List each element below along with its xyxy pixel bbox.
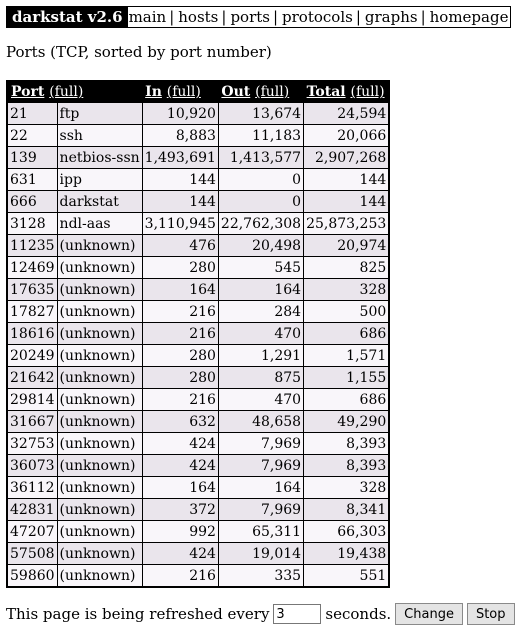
nav-link-hosts[interactable]: hosts (178, 8, 219, 26)
service-cell: (unknown) (57, 521, 142, 543)
port-cell: 36112 (7, 477, 57, 499)
table-row (7, 191, 389, 213)
nav-separator: | (272, 8, 279, 26)
in-bytes-cell: 424 (142, 543, 218, 565)
page-title: Ports (TCP, sorted by port number) (6, 43, 272, 61)
port-cell: 42831 (7, 499, 57, 521)
in-bytes-cell: 280 (142, 345, 218, 367)
service-cell: (unknown) (57, 235, 142, 257)
in-bytes-cell: 280 (142, 367, 218, 389)
total-bytes-cell: 49,290 (304, 411, 390, 433)
in-column-header (142, 81, 218, 103)
port-cell: 21642 (7, 367, 57, 389)
nav-separator: | (169, 8, 175, 26)
table-row (7, 279, 389, 301)
top-nav (6, 6, 511, 28)
total-bytes-cell: 20,066 (304, 125, 390, 147)
in-full-link[interactable]: (full) (166, 84, 201, 100)
ports-table (6, 80, 390, 588)
table-row (7, 411, 389, 433)
service-cell: (unknown) (57, 367, 142, 389)
service-cell: (unknown) (57, 499, 142, 521)
out-bytes-cell: 0 (218, 169, 303, 191)
port-cell: 11235 (7, 235, 57, 257)
total-bytes-cell: 66,303 (304, 521, 390, 543)
table-row (7, 433, 389, 455)
in-bytes-cell: 280 (142, 257, 218, 279)
table-row (7, 455, 389, 477)
out-bytes-cell: 11,183 (218, 125, 303, 147)
nav-link-graphs[interactable]: graphs (364, 8, 418, 26)
in-bytes-cell: 424 (142, 433, 218, 455)
service-cell: ipp (57, 169, 142, 191)
in-bytes-cell: 10,920 (142, 103, 218, 125)
total-bytes-cell: 825 (304, 257, 390, 279)
out-column-header (218, 81, 303, 103)
table-header-row (7, 81, 389, 103)
port-cell: 57508 (7, 543, 57, 565)
total-bytes-cell: 686 (304, 389, 390, 411)
service-cell: (unknown) (57, 389, 142, 411)
out-bytes-cell: 164 (218, 279, 303, 301)
out-bytes-cell: 20,498 (218, 235, 303, 257)
out-bytes-cell: 7,969 (218, 455, 303, 477)
service-cell: (unknown) (57, 301, 142, 323)
in-bytes-cell: 424 (142, 455, 218, 477)
service-cell: (unknown) (57, 257, 142, 279)
total-bytes-cell: 551 (304, 565, 390, 588)
nav-link-main[interactable]: main (128, 8, 167, 26)
service-cell: (unknown) (57, 433, 142, 455)
in-bytes-cell: 992 (142, 521, 218, 543)
service-cell: ssh (57, 125, 142, 147)
total-bytes-cell: 8,393 (304, 433, 390, 455)
port-full-link[interactable]: (full) (49, 84, 84, 100)
table-row (7, 345, 389, 367)
nav-separator: | (355, 8, 361, 26)
in-bytes-cell: 372 (142, 499, 218, 521)
out-bytes-cell: 470 (218, 323, 303, 345)
service-cell: (unknown) (57, 477, 142, 499)
out-bytes-cell: 164 (218, 477, 303, 499)
out-bytes-cell: 65,311 (218, 521, 303, 543)
out-bytes-cell: 48,658 (218, 411, 303, 433)
refresh-interval-input[interactable] (273, 604, 321, 624)
refresh-text: This page is being refreshed every (6, 605, 270, 623)
ports-table-body (7, 103, 389, 588)
service-cell: (unknown) (57, 543, 142, 565)
service-cell: (unknown) (57, 345, 142, 367)
service-cell: netbios-ssn (57, 147, 142, 169)
table-row (7, 367, 389, 389)
out-bytes-cell: 7,969 (218, 499, 303, 521)
out-bytes-cell: 284 (218, 301, 303, 323)
in-bytes-cell: 8,883 (142, 125, 218, 147)
sort-by-out-link[interactable]: Out (221, 84, 251, 100)
total-bytes-cell: 19,438 (304, 543, 390, 565)
port-cell: 47207 (7, 521, 57, 543)
total-bytes-cell: 20,974 (304, 235, 390, 257)
port-cell: 139 (7, 147, 57, 169)
total-bytes-cell: 8,341 (304, 499, 390, 521)
port-cell: 20249 (7, 345, 57, 367)
in-bytes-cell: 632 (142, 411, 218, 433)
table-row (7, 323, 389, 345)
table-row (7, 169, 389, 191)
table-row (7, 301, 389, 323)
total-bytes-cell: 25,873,253 (304, 213, 390, 235)
table-row (7, 257, 389, 279)
out-full-link[interactable]: (full) (255, 84, 290, 100)
total-bytes-cell: 24,594 (304, 103, 390, 125)
sort-by-in-link[interactable]: In (145, 84, 162, 100)
in-bytes-cell: 164 (142, 279, 218, 301)
out-bytes-cell: 1,413,577 (218, 147, 303, 169)
total-bytes-cell: 1,571 (304, 345, 390, 367)
app-title: darkstat v2.6 (7, 7, 128, 27)
port-cell: 29814 (7, 389, 57, 411)
in-bytes-cell: 144 (142, 191, 218, 213)
nav-separator: | (420, 8, 426, 26)
refresh-bar (6, 603, 515, 625)
nav-link-ports[interactable]: ports (230, 8, 270, 26)
port-cell: 17827 (7, 301, 57, 323)
table-row (7, 103, 389, 125)
out-bytes-cell: 335 (218, 565, 303, 588)
nav-link-homepage[interactable]: homepage (429, 8, 509, 26)
service-cell: ftp (57, 103, 142, 125)
out-bytes-cell: 545 (218, 257, 303, 279)
service-cell: darkstat (57, 191, 142, 213)
sort-by-total-link[interactable]: Total (306, 84, 346, 100)
port-cell: 22 (7, 125, 57, 147)
port-cell: 3128 (7, 213, 57, 235)
total-bytes-cell: 328 (304, 477, 390, 499)
out-bytes-cell: 1,291 (218, 345, 303, 367)
total-bytes-cell: 686 (304, 323, 390, 345)
in-bytes-cell: 3,110,945 (142, 213, 218, 235)
port-cell: 17635 (7, 279, 57, 301)
stop-button[interactable]: Stop (467, 603, 515, 625)
table-row (7, 389, 389, 411)
change-button[interactable]: Change (395, 603, 463, 625)
table-row (7, 499, 389, 521)
service-cell: (unknown) (57, 455, 142, 477)
total-full-link[interactable]: (full) (350, 84, 385, 100)
out-bytes-cell: 22,762,308 (218, 213, 303, 235)
port-cell: 36073 (7, 455, 57, 477)
in-bytes-cell: 1,493,691 (142, 147, 218, 169)
refresh-unit-text: seconds. (325, 605, 392, 623)
nav-link-protocols[interactable]: protocols (282, 8, 353, 26)
in-bytes-cell: 164 (142, 477, 218, 499)
out-bytes-cell: 13,674 (218, 103, 303, 125)
nav-separator: | (221, 8, 227, 26)
table-row (7, 147, 389, 169)
port-cell: 12469 (7, 257, 57, 279)
total-bytes-cell: 144 (304, 169, 390, 191)
table-row (7, 565, 389, 588)
table-row (7, 125, 389, 147)
out-bytes-cell: 470 (218, 389, 303, 411)
table-row (7, 521, 389, 543)
port-cell: 31667 (7, 411, 57, 433)
total-column-header (304, 81, 390, 103)
out-bytes-cell: 0 (218, 191, 303, 213)
in-bytes-cell: 476 (142, 235, 218, 257)
table-row (7, 235, 389, 257)
out-bytes-cell: 7,969 (218, 433, 303, 455)
table-row (7, 477, 389, 499)
service-cell: (unknown) (57, 279, 142, 301)
port-cell: 21 (7, 103, 57, 125)
table-row (7, 543, 389, 565)
service-cell: (unknown) (57, 565, 142, 588)
port-cell: 59860 (7, 565, 57, 588)
in-bytes-cell: 216 (142, 565, 218, 588)
port-cell: 631 (7, 169, 57, 191)
total-bytes-cell: 328 (304, 279, 390, 301)
service-cell: (unknown) (57, 323, 142, 345)
table-row (7, 213, 389, 235)
service-cell: (unknown) (57, 411, 142, 433)
in-bytes-cell: 216 (142, 323, 218, 345)
service-cell: ndl-aas (57, 213, 142, 235)
total-bytes-cell: 1,155 (304, 367, 390, 389)
total-bytes-cell: 2,907,268 (304, 147, 390, 169)
sort-by-port-link[interactable]: Port (11, 84, 45, 100)
port-cell: 32753 (7, 433, 57, 455)
total-bytes-cell: 500 (304, 301, 390, 323)
out-bytes-cell: 875 (218, 367, 303, 389)
port-cell: 18616 (7, 323, 57, 345)
in-bytes-cell: 216 (142, 389, 218, 411)
total-bytes-cell: 144 (304, 191, 390, 213)
port-column-header (7, 81, 142, 103)
out-bytes-cell: 19,014 (218, 543, 303, 565)
port-cell: 666 (7, 191, 57, 213)
total-bytes-cell: 8,393 (304, 455, 390, 477)
in-bytes-cell: 144 (142, 169, 218, 191)
in-bytes-cell: 216 (142, 301, 218, 323)
